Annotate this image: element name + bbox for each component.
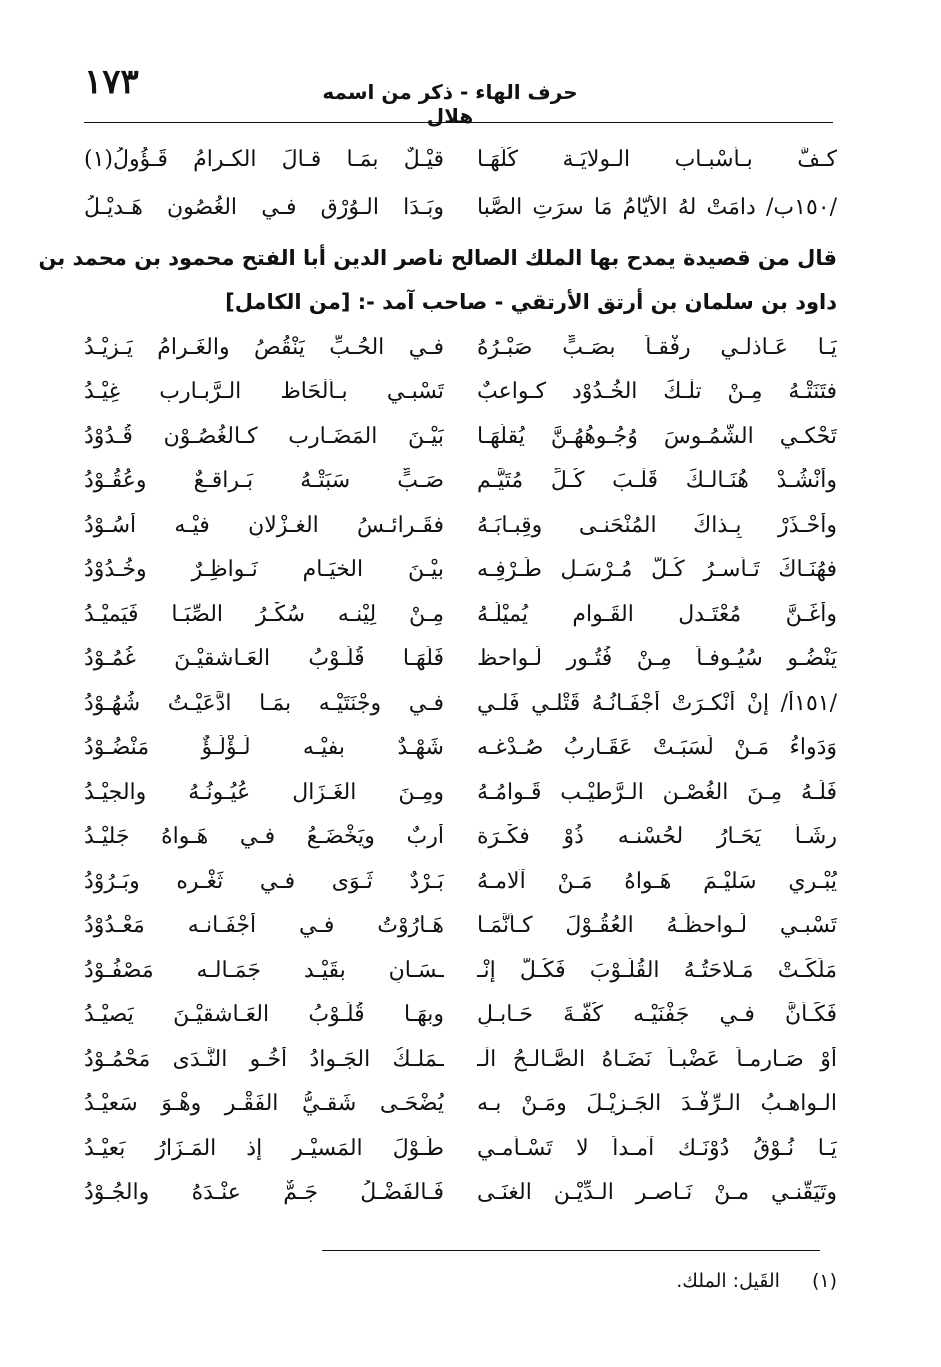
intro-line-2: داود بن سلمان بن أرتق الأرتقي - صاحب آمد -: [من الكامل] — [225, 290, 837, 314]
verse-hemistich-first: يَـا عَـاذلـي رفْقـاً بصَـبٍّ صَبْـرُهُ — [477, 334, 837, 360]
verse-row — [84, 903, 837, 949]
verse-row — [84, 769, 837, 815]
verse-hemistich-second: طُـوْلَ المَسيْـر إذ المَـزَارُ بَعيْـدُ — [84, 1135, 444, 1161]
verse-row — [84, 1036, 837, 1082]
verse-row — [84, 591, 837, 637]
verse-row — [84, 458, 837, 504]
verse-hemistich-second: مِـنْ لِيْنـه سُكْـرُ الصِّبَـا فَيَميْـدُ — [84, 601, 444, 627]
page-number: ١٧٣ — [84, 62, 139, 102]
verse-hemistich-first: وأحْـذَرْ بِـذاكَ المُنْحَنـى وقِبـابَـهُ — [477, 512, 837, 538]
verse-row — [84, 413, 837, 459]
verse-row — [84, 136, 837, 182]
verse-row — [84, 1125, 837, 1171]
verse-hemistich-first: مَلَكَـتْ مَـلاحَتُـهُ القُلُـوْبَ فَكُـلُّ إنْـ — [477, 957, 837, 983]
verse-hemistich-first: كـفٌّ بـأسْبـاب الـولايَـة كُلّهَـا — [477, 146, 837, 172]
verse-hemistich-second: ـسَـانٍ بقَيْـد جَمَـالـه مَصْفُـوْدُ — [84, 957, 444, 983]
verse-row — [84, 547, 837, 593]
verse-hemistich-first: /١٥١أ/ إنْ أنْكـرَتْ أجْفَـانُـهُ قَتْلـي فَلـي — [477, 690, 837, 716]
verse-hemistich-first: فَلَـهُ مِـنَ الغُصْـن الـرَّطيْـب قَـوامُـهُ — [477, 779, 837, 805]
verse-hemistich-second: ـمَلـكُ الجَـوادُ أخُـو النَّـدَى مَحْمُـوْدُ — [84, 1046, 444, 1072]
verse-hemistich-second: هَـارُوْتُ فـي أجْفَـانـه مَعْـدُوْدُ — [84, 913, 444, 938]
verse-hemistich-second: وبهَـا قُلُـوْبُ العَـاشقيْـنَ يَصيْـدُ — [84, 1002, 444, 1027]
verse-row — [84, 636, 837, 682]
verse-hemistich-second: شَهْـدٌ بفيْـه لُـؤْلُـؤٌ مَنْضُـوْدُ — [84, 735, 444, 760]
verse-hemistich-first: يَنْضُـو سُيُـوفـاً مِـنْ فُتُـور لَـواحظ — [477, 646, 837, 671]
intro-line-1: قال من قصيدة يمدح بها الملك الصالح ناصر الدين أبا الفتح محمود بن محمد بن — [38, 246, 837, 270]
footnote-text: القَيل: الملك. — [676, 1270, 780, 1292]
verse-hemistich-first: تَسْبـي لَـواحظُـهُ العُقُـوْلَ كـأنَّمَـا — [477, 913, 837, 938]
verse-hemistich-first: فهُنَـاكَ تَـأسـرُ كُـلَّ مُـرْسَـلِ طَـرْفِـه — [477, 557, 837, 582]
verse-hemistich-first: وَدَواءُ مَـنْ لَسَبَـتْ عَقَـاربُ صُـدْغـه — [477, 735, 837, 760]
header-rule — [84, 122, 833, 123]
footnote-number: (١) — [811, 1270, 837, 1292]
verse-hemistich-first: الـواهـبُ الـرِّفْـدَ الجَـزيْـلَ ومَـنْ بـه — [477, 1091, 837, 1116]
verse-hemistich-first: فَكَـأنَّ فـي جَفْنَيْـه كُفَّـةَ حَـابـلٍ — [477, 1002, 837, 1027]
verse-row — [84, 184, 837, 230]
verse-hemistich-first: أوْ صَـارمـاً عَضْبـاً نَضَـاهُ الصَّـالـحُ الْـ — [477, 1046, 837, 1072]
verse-row — [84, 814, 837, 860]
verse-hemistich-second: فَـالفَضْـلُ جَـمٌّ عنْـدَهُ والجُـوْدُ — [84, 1180, 444, 1205]
verse-hemistich-second: صَـبٍّ سَبَتْـهُ بَـراقـعٌ وعُقُـوْدُ — [84, 468, 444, 493]
verse-row — [84, 502, 837, 548]
verse-row — [84, 1170, 837, 1216]
running-head: حرف الهاء - ذكر من اسمه هلال — [322, 80, 578, 128]
verse-hemistich-second: يُضْحَـى شَقـيُّ الفَقْـر وهْـوَ سَعيْـدُ — [84, 1091, 444, 1116]
verse-row — [84, 992, 837, 1038]
verse-row — [84, 1081, 837, 1127]
verse-hemistich-first: وتَيَقَّنـي مـنْ نَـاصـرِ الـدِّيْـن الغنَـى — [477, 1180, 837, 1205]
verse-row — [84, 680, 837, 726]
verse-hemistich-second: فـي الحُـبِّ يَنْقُصُ والغَـرامُ يَـزِيْـدُ — [84, 334, 444, 360]
verse-row — [84, 324, 837, 370]
verse-hemistich-second: فَلَهَـا قُلُـوْبُ العَـاشقيْـنَ غُمُـوْدُ — [84, 646, 444, 671]
verse-row — [84, 947, 837, 993]
verse-hemistich-second: قيْـلٌ بمَـا قـالَ الكـرامُ قَـؤُولُ(١) — [84, 146, 444, 172]
verse-hemistich-second: فقَـرائـسُ الغـزْلانِ فيْـه أُسُـوْدُ — [84, 512, 444, 538]
verse-hemistich-first: /١٥٠ب/ دامَتْ لهُ الأيّامُ مَا سرَتِ الصَّبا — [477, 194, 837, 220]
verse-hemistich-second: تَسْبـي بـألْحَاظ الـرَّبـارب غِيْـدُ — [84, 379, 444, 404]
verse-hemistich-second: وبَـدَا الـوُرْقِ فـي الغُصُونِ هَـديْـلُ — [84, 194, 444, 220]
verse-row — [84, 858, 837, 904]
footnote — [676, 1270, 837, 1292]
verse-hemistich-first: وأغَـنَّ مُعْتَـدل القَـوام يُميْلُـهُ — [477, 601, 837, 627]
verse-hemistich-first: رشَـأٌ يَحَـارُ لحُسْنـه ذُوْ فكْـرَة — [477, 824, 837, 849]
verse-hemistich-first: وأنْشُـدْ هُنَـالـكَ قَلْـبَ كُـلِّ مُتَيَّـمٍ — [477, 468, 837, 493]
verse-row — [84, 725, 837, 771]
verse-hemistich-second: بَـرْدٌ ثَـوَى فـي ثَغْـره وبَـرُوْدُ — [84, 868, 444, 894]
verse-hemistich-second: فـي وجْنَتَيْـه بمَـا ادَّعَيْـتُ شُهُـوْدُ — [84, 690, 444, 716]
verse-hemistich-first: تَحْكـي الشُّمُـوسَ وُجُـوهُهُـنَّ يُقلُّهَـا — [477, 423, 837, 449]
verse-hemistich-first: يُبْـري سَليْـمَ هَـواهُ مَـنْ آلامـهُ — [477, 868, 837, 894]
verse-hemistich-second: بيْـنَ الخيَـام نَـواظِـرٌ وخُـدُوْدُ — [84, 557, 444, 582]
verse-hemistich-second: أرِبٌ ويَخْضَـعُ فـي هَـواهُ جَليْـدُ — [84, 824, 444, 849]
verse-hemistich-first: يَـا نُـوْقُ دُوْنَـك آمـداً لا تَسْـأمـي — [477, 1135, 837, 1161]
verse-hemistich-second: ومِـنَ الغَـزَال عُيُـونُـهُ والجيْـدُ — [84, 779, 444, 805]
verse-hemistich-first: فتَنَتْـهُ مِـنْ تلْـكَ الخُـدُوْد كـواعبٌ — [477, 379, 837, 404]
verse-hemistich-second: بَيْـنَ المَضَـارب كـالغُصُـوْن قُـدُوْدُ — [84, 423, 444, 449]
footnote-rule — [322, 1250, 820, 1251]
verse-row — [84, 369, 837, 415]
